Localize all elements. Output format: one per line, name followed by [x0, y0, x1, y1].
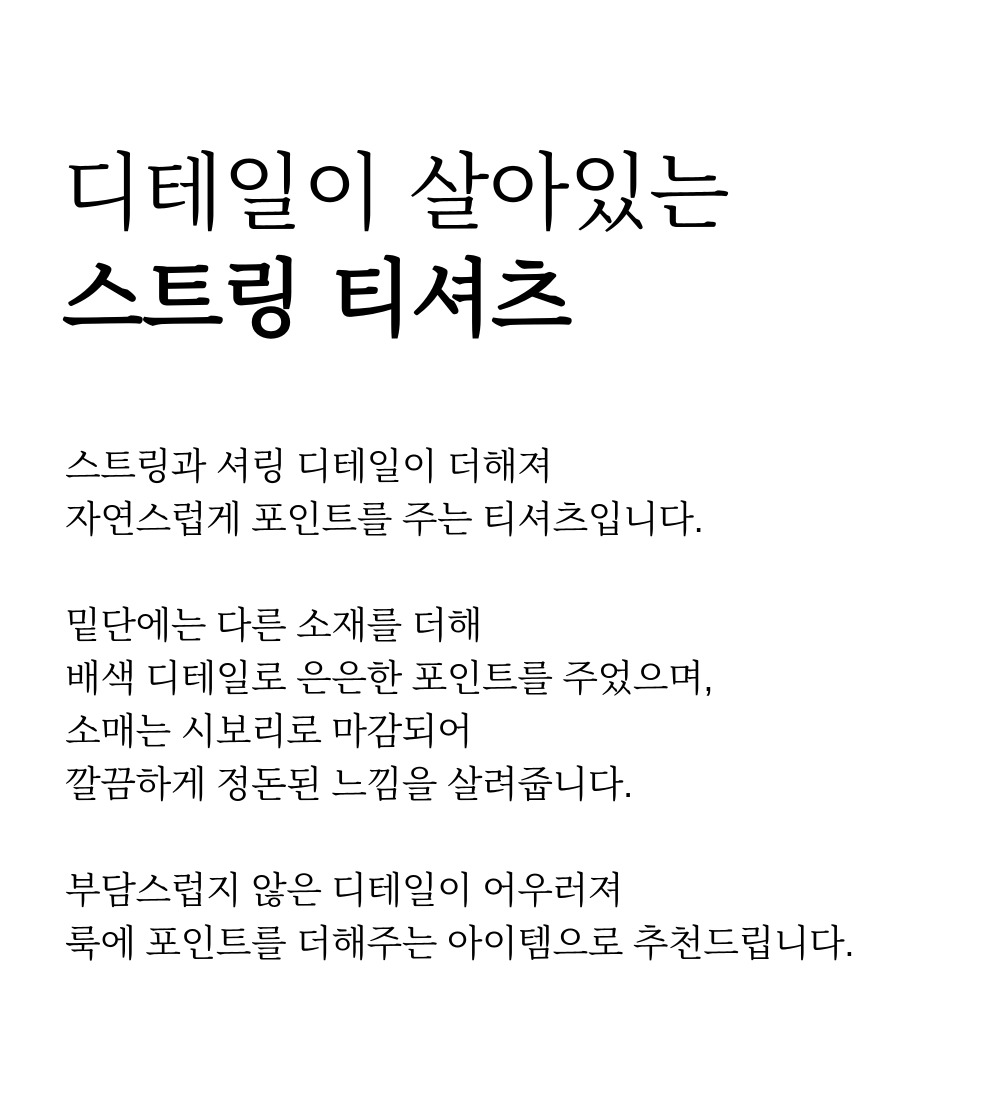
description-line: 소매는 시보리로 마감되어 [65, 711, 473, 752]
title-line-1: 디테일이 살아있는 [62, 144, 729, 242]
description-line: 배색 디테일로 은은한 포인트를 주었으며, [65, 658, 714, 699]
description-line: 깔끔하게 정돈된 느낌을 살려줍니다. [65, 764, 633, 805]
description-paragraph-2 [65, 599, 854, 811]
description-line: 룩에 포인트를 더해주는 아이템으로 추천드립니다. [65, 923, 854, 964]
description-paragraph-3 [65, 864, 854, 970]
description-paragraph-1 [65, 440, 854, 546]
page-title [62, 140, 729, 352]
description-line: 자연스럽게 포인트를 주는 티셔츠입니다. [65, 499, 704, 540]
description-line: 밑단에는 다른 소재를 더해 [65, 605, 483, 646]
title-line-2: 스트링 티셔츠 [62, 249, 572, 348]
description-line: 스트링과 셔링 디테일이 더해져 [65, 446, 553, 487]
description-line: 부담스럽지 않은 디테일이 어우러져 [65, 870, 623, 911]
description-text [65, 440, 854, 970]
